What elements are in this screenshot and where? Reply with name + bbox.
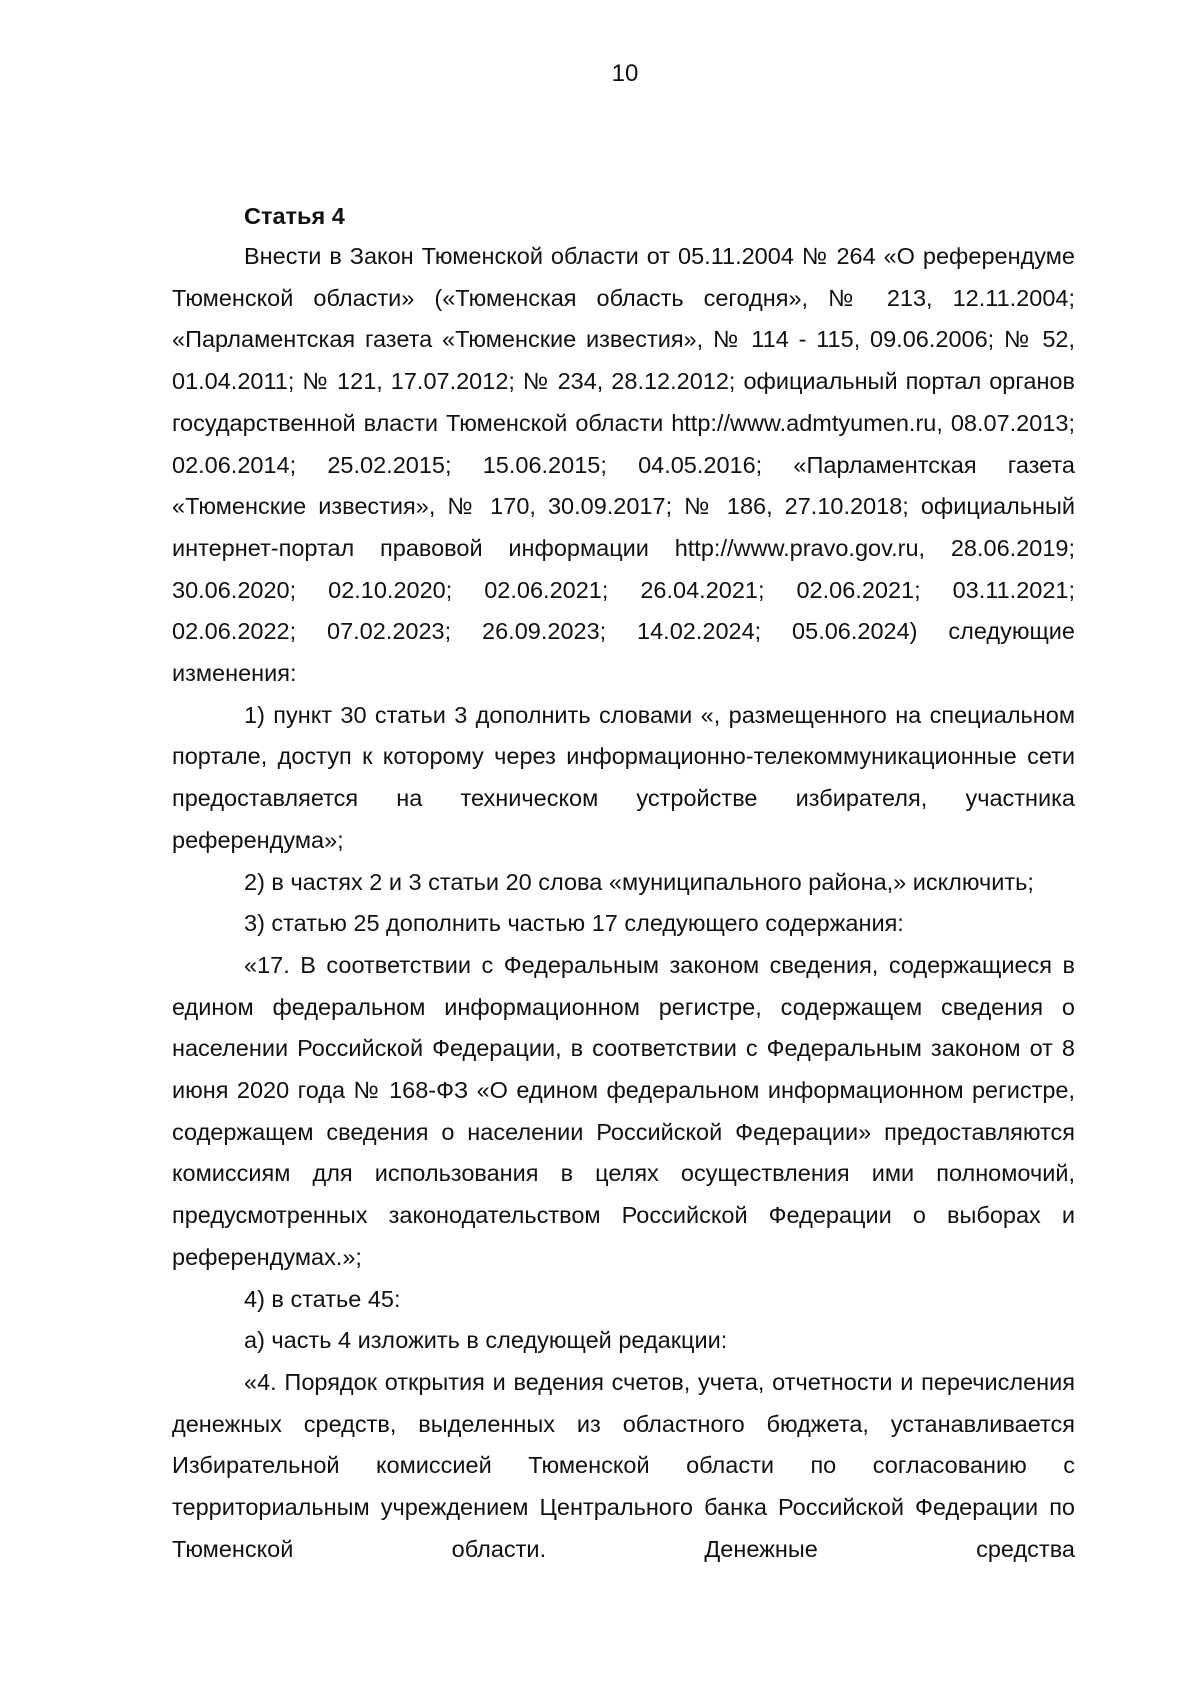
paragraph-item-1: 1) пункт 30 статьи 3 дополнить словами «, размещенного на специальном портале, доступ к которому через информационно-телекоммуникационные сети предоставляется на техническом устройстве избирателя, участника референдума»; [172,701,1075,853]
document-body [172,196,1075,1571]
paragraph-quote-4: «4. Порядок открытия и ведения счетов, учета, отчетности и перечисления денежных средств, выделенных из областного бюджета, устанавливается Избирательной комиссией Тюменской области по согласованию с территориальным учреждением Центрального банка Российской Федерации по Тюменской области. Денежные средства [172,1368,1075,1562]
paragraph-item-3: 3) статью 25 дополнить частью 17 следующего содержания: [244,910,904,937]
paragraph-intro: Внести в Закон Тюменской области от 05.11.2004 № 264 «О референдуме Тюменской области» («Тюменская область сегодня», № 213, 12.11.2004; «Парламентская газета «Тюменские известия», № 114 - 115, 09.06.2006; № 52, 01.04.2011; № 121, 17.07.2012; № 234, 28.12.2012; официальный портал органов государственной власти Тюменской области http://www.admtyumen.ru, 08.07.2013; 02.06.2014; 25.02.2015; 15.06.2015; 04.05.2016; «Парламентская газета «Тюменские известия», № 170, 30.09.2017; № 186, 27.10.2018; официальный интернет-портал правовой информации http://www.pravo.gov.ru, 28.06.2019; 30.06.2020; 02.10.2020; 02.06.2021; 26.04.2021; 02.06.2021; 03.11.2021; 02.06.2022; 07.02.2023; 26.09.2023; 14.02.2024; 05.06.2024) следующие изменения: [172,243,1075,687]
page-number: 10 [611,60,639,87]
paragraph-item-4: 4) в статье 45: [244,1285,401,1312]
paragraph-item-4a: а) часть 4 изложить в следующей редакции: [244,1327,728,1354]
paragraph-quote-17: «17. В соответствии с Федеральным законом сведения, содержащиеся в едином федеральном информационном регистре, содержащем сведения о населении Российской Федерации, в соответствии с Федеральным законом от 8 июня 2020 года № 168-ФЗ «О едином федеральном информационном регистре, содержащем сведения о населении Российской Федерации» предоставляются комиссиям для использования в целях осуществления ими полномочий, предусмотренных законодательством Российской Федерации о выборах и референдумах.»; [172,951,1075,1270]
article-heading: Статья 4 [244,203,345,229]
paragraph-item-2: 2) в частях 2 и 3 статьи 20 слова «муниципального района,» исключить; [244,868,1034,895]
